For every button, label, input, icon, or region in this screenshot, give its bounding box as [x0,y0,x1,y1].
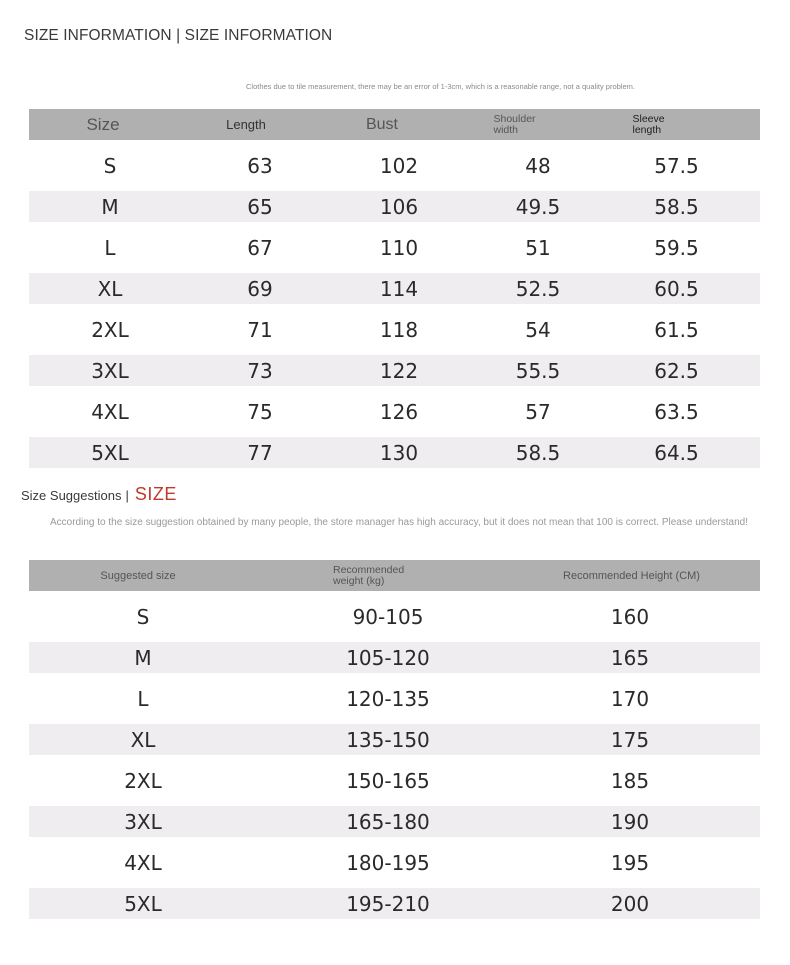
page-title: SIZE INFORMATION | SIZE INFORMATION [24,27,333,44]
cell-sleeve-length: 58.5 [654,194,699,219]
cell-length: 71 [247,317,273,342]
cell-size: 2XL [91,317,129,342]
cell-length: 69 [247,276,273,301]
table-row [29,888,760,919]
table-row [29,314,760,345]
cell-shoulder-width: 52.5 [515,276,561,301]
cell-weight: 150-165 [346,768,430,793]
table-row [29,806,760,837]
measurement-note: Clothes due to tile measurement, there may be an error of 1-3cm, which is a reasonable range, not a quality problem. [246,82,635,91]
cell-length: 65 [247,194,273,219]
cell-sleeve-length: 59.5 [654,235,699,260]
cell-suggested-size: 5XL [124,891,162,916]
header-bust: Bust [365,115,398,133]
table-row [29,601,760,632]
cell-suggested-size: M [134,645,152,670]
cell-size: 4XL [91,399,129,424]
header-size: Size [86,114,120,134]
table-row [29,683,760,714]
cell-length: 67 [247,235,273,260]
table-row [29,355,760,386]
cell-height: 165 [610,645,650,670]
header-length: Length [226,117,266,132]
cell-weight: 135-150 [346,727,430,752]
cell-length: 63 [247,153,273,178]
suggestion-note: According to the size suggestion obtained by many people, the store manager has high accuracy, but it does not mean that 100 is correct. Please understand! [50,517,749,528]
cell-size: M [101,194,119,219]
cell-bust: 114 [379,276,419,301]
cell-weight: 165-180 [346,809,430,834]
size-suggestions-heading [21,484,177,505]
cell-height: 195 [610,850,650,875]
cell-weight: 180-195 [346,850,430,875]
cell-length: 73 [247,358,273,383]
cell-bust: 110 [379,235,419,260]
table-row [29,232,760,263]
cell-size: L [104,235,116,260]
cell-weight: 105-120 [346,645,430,670]
cell-shoulder-width: 48 [525,153,551,178]
header-shoulder-width: Shoulder width [493,112,536,136]
cell-weight: 120-135 [346,686,430,711]
suggestion-table-header [29,560,760,591]
cell-suggested-size: 3XL [124,809,162,834]
cell-height: 200 [610,891,650,916]
cell-weight: 90-105 [352,604,424,629]
cell-bust: 102 [379,153,419,178]
cell-height: 175 [610,727,650,752]
cell-sleeve-length: 61.5 [654,317,699,342]
header-sleeve-length: Sleeve length [632,112,665,136]
heading-separator: | [125,488,129,503]
cell-suggested-size: S [136,604,150,629]
header-recommended-height: Recommended Height (CM) [563,569,700,582]
cell-bust: 130 [379,440,419,465]
size-word: SIZE [134,484,177,504]
table-row [29,724,760,755]
cell-size: XL [97,276,123,301]
cell-sleeve-length: 63.5 [654,399,699,424]
suggestion-table [29,560,760,919]
cell-shoulder-width: 54 [525,317,551,342]
cell-size: 3XL [91,358,129,383]
table-row [29,191,760,222]
cell-bust: 106 [379,194,419,219]
header-recommended-weight: Recommended weight (kg) [333,563,405,587]
cell-height: 170 [610,686,650,711]
cell-height: 190 [610,809,650,834]
cell-bust: 122 [379,358,419,383]
size-suggestions-label: Size Suggestions [21,488,122,503]
table-row [29,396,760,427]
cell-shoulder-width: 55.5 [515,358,561,383]
table-row [29,150,760,181]
cell-length: 77 [247,440,273,465]
cell-bust: 126 [379,399,419,424]
table-row [29,273,760,304]
cell-weight: 195-210 [346,891,430,916]
cell-suggested-size: 4XL [124,850,162,875]
table-row [29,765,760,796]
cell-shoulder-width: 51 [525,235,551,260]
cell-shoulder-width: 57 [525,399,551,424]
cell-shoulder-width: 58.5 [515,440,561,465]
cell-shoulder-width: 49.5 [515,194,561,219]
cell-bust: 118 [379,317,419,342]
cell-height: 185 [610,768,650,793]
size-table [29,109,760,468]
cell-sleeve-length: 64.5 [654,440,699,465]
cell-sleeve-length: 57.5 [654,153,699,178]
table-row [29,437,760,468]
cell-suggested-size: L [137,686,149,711]
cell-size: 5XL [91,440,129,465]
table-row [29,642,760,673]
size-table-header [29,109,760,140]
cell-suggested-size: XL [130,727,156,752]
cell-sleeve-length: 62.5 [654,358,699,383]
cell-suggested-size: 2XL [124,768,162,793]
cell-sleeve-length: 60.5 [654,276,699,301]
header-suggested-size: Suggested size [100,569,176,582]
cell-length: 75 [247,399,273,424]
cell-height: 160 [610,604,650,629]
table-row [29,847,760,878]
cell-size: S [103,153,117,178]
